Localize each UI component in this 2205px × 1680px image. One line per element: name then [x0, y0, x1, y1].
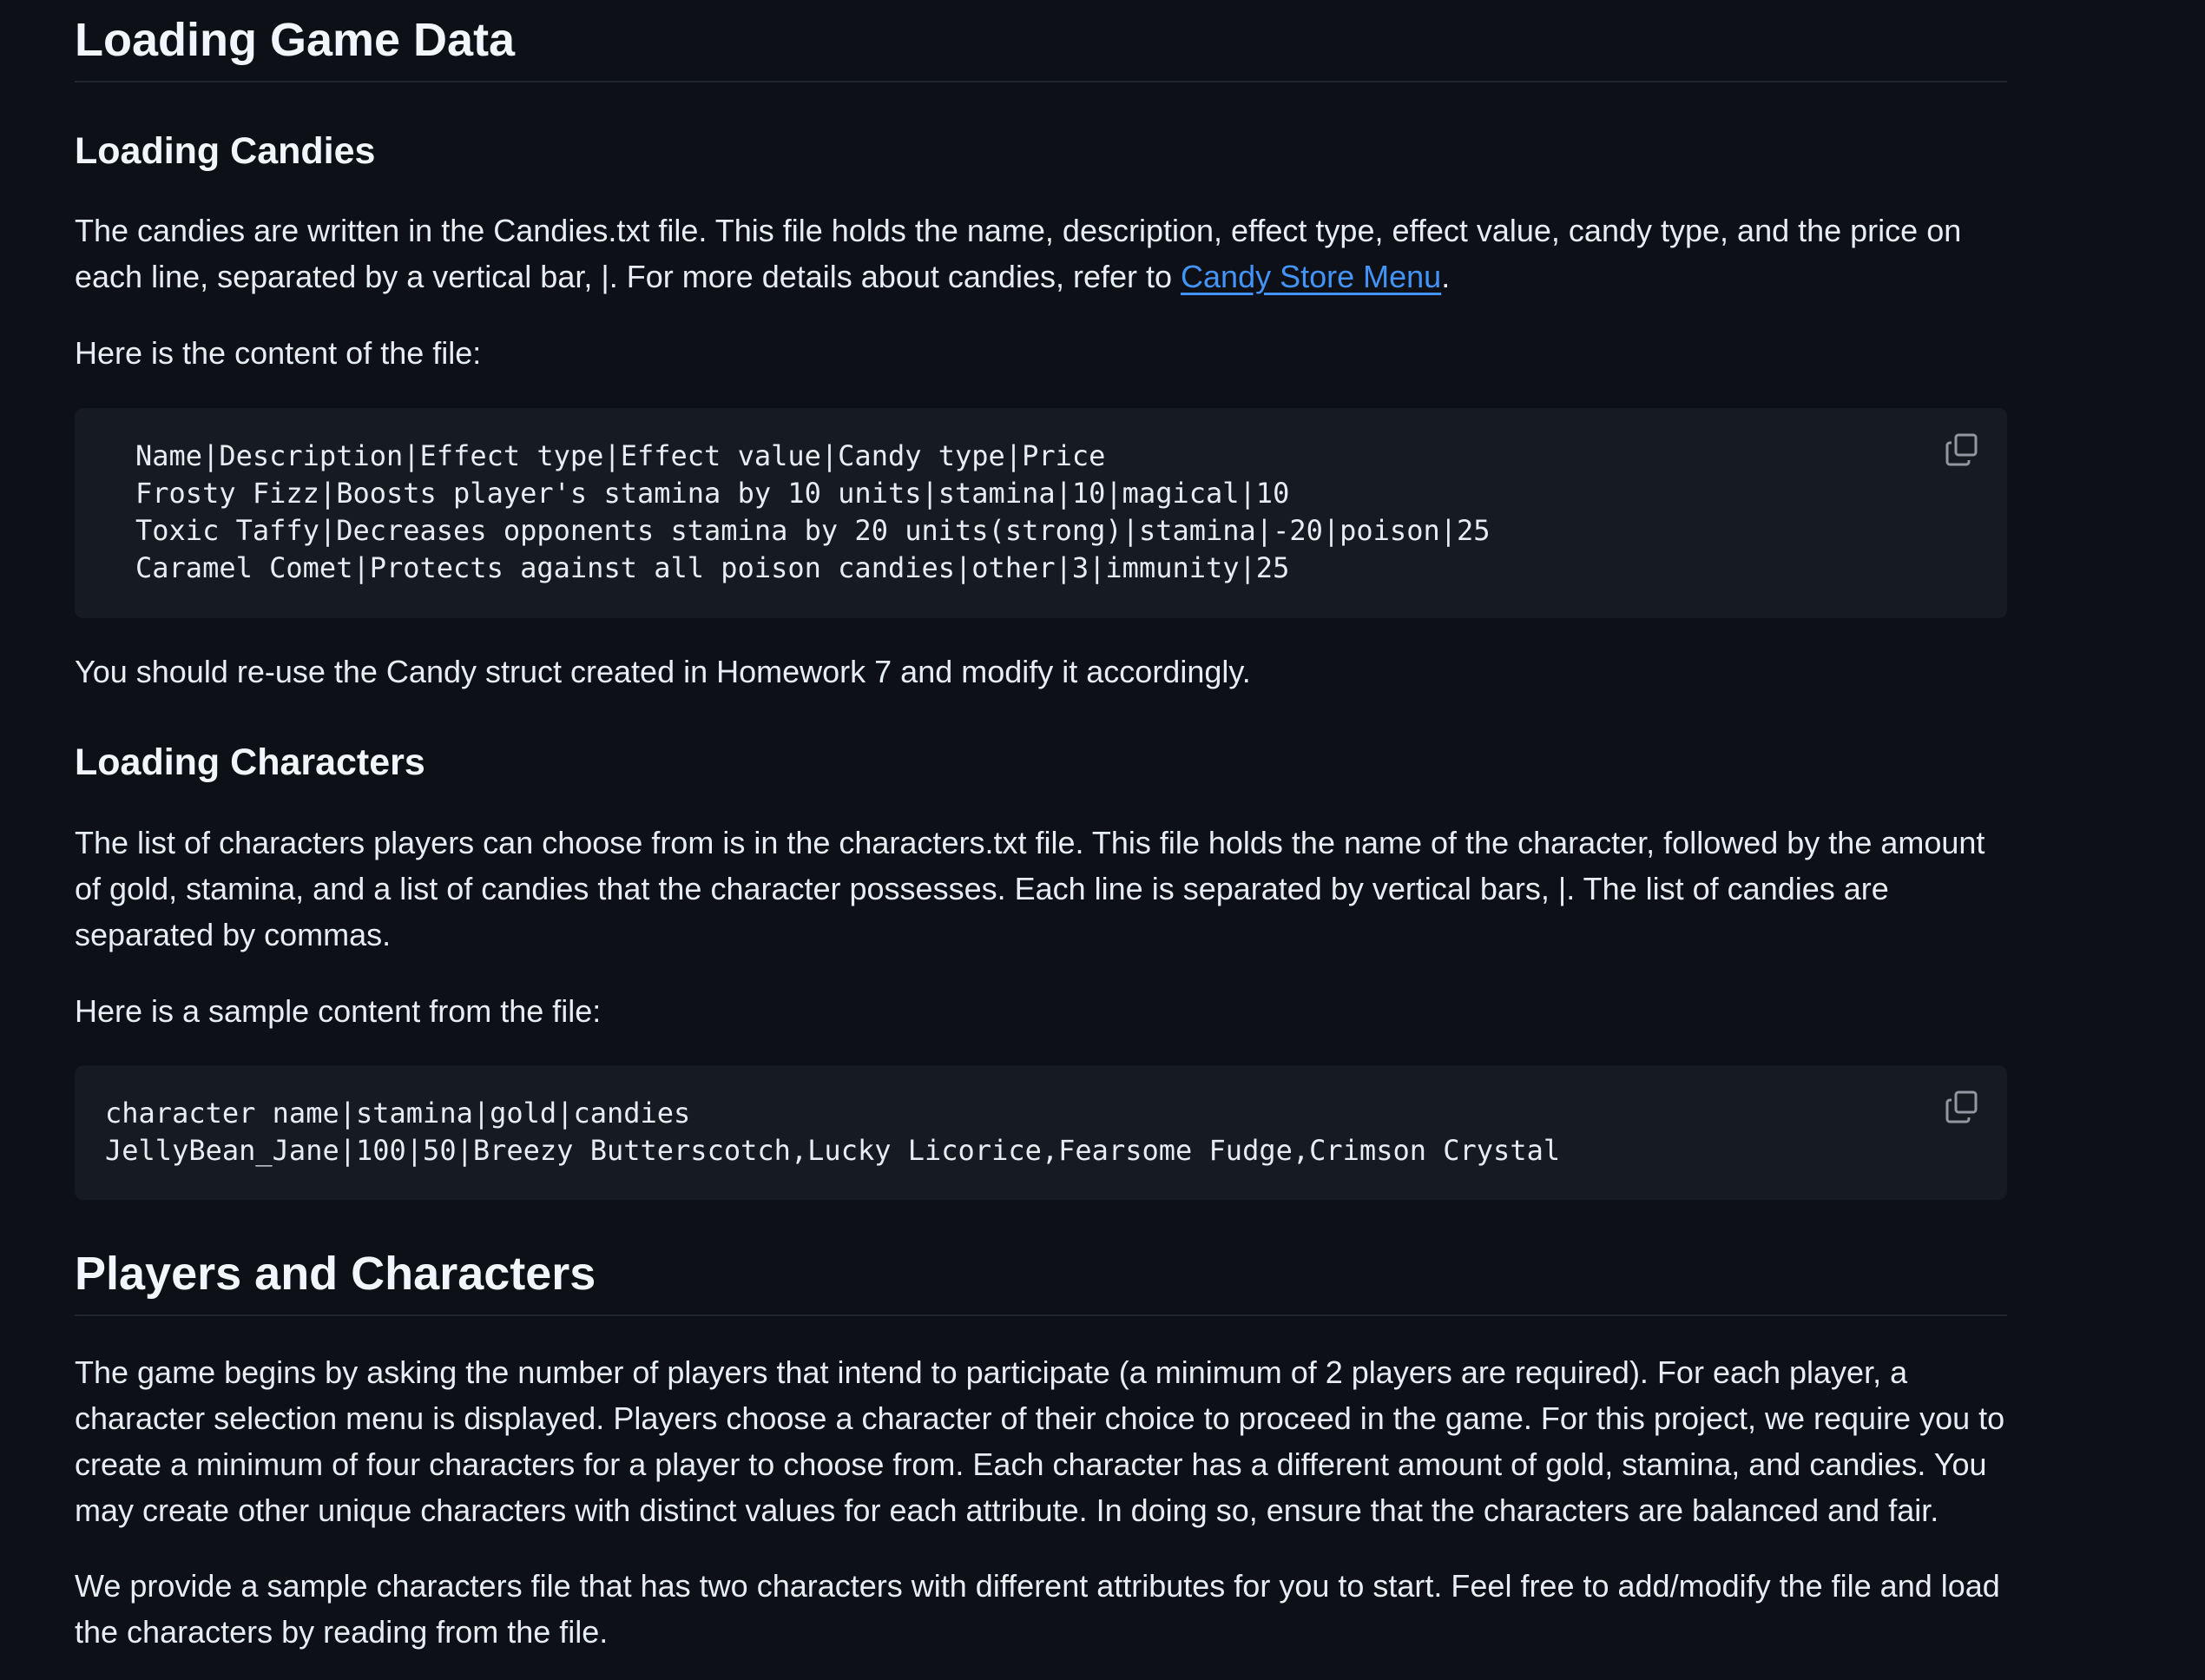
characters-code: character name|stamina|gold|candies JellyBean_Jane|100|50|Breezy Butterscotch,Lucky Licorice,Fearsome Fudge,Crimson Crystal: [105, 1097, 1561, 1167]
heading-loading-game-data: Loading Game Data: [75, 14, 516, 66]
copy-icon[interactable]: [1945, 432, 1979, 467]
candies-description: [75, 208, 2007, 300]
candies-file-intro: Here is the content of the file:: [75, 335, 482, 371]
section-heading-players: [75, 1246, 2007, 1316]
copy-icon[interactable]: [1945, 1090, 1979, 1124]
candy-store-menu-link[interactable]: Candy Store Menu: [1181, 259, 1442, 294]
candies-description-text: The candies are written in the Candies.txt file. This file holds the name, description, effect type, effect value, candy type, and the price on each line, separated by a vertical bar, |. For more details about candies, refer to: [75, 213, 1962, 294]
heading-players-and-characters: Players and Characters: [75, 1248, 596, 1300]
characters-file-intro: Here is a sample content from the file:: [75, 993, 602, 1029]
heading-loading-candies: Loading Candies: [75, 130, 376, 172]
candies-description-end: .: [1441, 259, 1451, 294]
candies-code: Name|Description|Effect type|Effect value|Candy type|Price Frosty Fizz|Boosts player's stamina by 10 units|stamina|10|magical|10 Toxic Taffy|Decreases opponents stamina by 20 units(strong)|stamina|-20|poison|25 Caramel Comet|Protects against all poison candies|other|3|immunity|25: [135, 439, 1491, 584]
players-description: The game begins by asking the number of players that intend to participate (a minimum of 2 players are required). For each player, a character selection menu is displayed. Players choose a character of their choice to proceed in the game. For this project, we require you to create a minimum of four characters for a player to choose from. Each character has a different amount of gold, stamina, and candies. You may create other unique characters with distinct values for each attribute. In doing so, ensure that the characters are balanced and fair.: [75, 1354, 2005, 1528]
heading-loading-characters: Loading Characters: [75, 741, 425, 783]
characters-description: The list of characters players can choose from is in the characters.txt file. This file holds the name of the character, followed by the amount of gold, stamina, and a list of candies that the character possesses. Each line is separated by vertical bars, |. The list of candies are separated by commas.: [75, 825, 1985, 952]
section-heading-loading: [75, 12, 2007, 82]
candy-struct-note: You should re-use the Candy struct created in Homework 7 and modify it accordingly.: [75, 654, 1251, 689]
sample-characters-note: We provide a sample characters file that has two characters with different attributes for you to start. Feel free to add/modify the file and load the characters by reading from the file.: [75, 1568, 2000, 1650]
characters-code-block: [75, 1065, 2007, 1200]
candies-code-block: [75, 408, 2007, 618]
